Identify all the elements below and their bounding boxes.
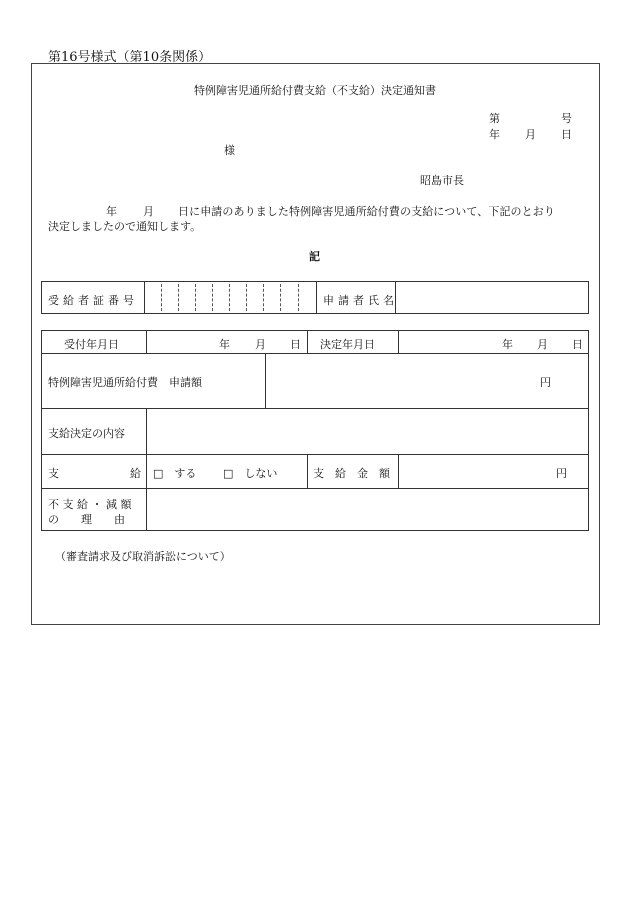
received-year: 年	[219, 338, 230, 351]
divider	[144, 281, 145, 314]
divider	[307, 330, 308, 353]
digit-divider	[178, 284, 179, 311]
digit-divider	[212, 284, 213, 311]
divider	[146, 408, 147, 454]
option-no-checkbox[interactable]: □ しない	[223, 467, 278, 480]
issuer-name: 昭島市長	[420, 174, 464, 187]
number-label-dai: 第	[489, 112, 500, 125]
payment-label-2: 給	[130, 467, 141, 480]
digit-divider	[280, 284, 281, 311]
decision-month: 月	[537, 338, 548, 351]
decision-content-label: 支給決定の内容	[48, 427, 125, 440]
body-year: 年	[106, 205, 117, 218]
addressee-suffix: 様	[224, 144, 235, 157]
divider	[398, 330, 399, 353]
reason-label-line1: 不 支 給 ・ 減 額	[48, 498, 132, 511]
applied-amount-label: 特例障害児通所給付費 申請額	[48, 376, 202, 389]
row-divider	[41, 454, 589, 455]
divider	[398, 454, 399, 488]
digit-divider	[263, 284, 264, 311]
date-day-label: 日	[561, 128, 572, 141]
digit-divider	[246, 284, 247, 311]
ki-heading: 記	[309, 250, 320, 263]
recipient-number-label: 受給者証番号	[48, 294, 138, 307]
payment-amount-label: 支 給 金 額	[313, 467, 390, 480]
body-month: 月	[143, 205, 154, 218]
divider	[146, 488, 147, 531]
divider	[316, 281, 317, 314]
digit-divider	[195, 284, 196, 311]
digit-divider	[298, 284, 299, 311]
divider	[307, 454, 308, 488]
received-date-label: 受付年月日	[64, 338, 119, 351]
divider	[265, 353, 266, 408]
decision-date-label: 決定年月日	[320, 338, 375, 351]
row-divider	[41, 408, 589, 409]
received-month: 月	[255, 338, 266, 351]
form-number: 第16号様式（第10条関係）	[48, 50, 212, 65]
digit-divider	[229, 284, 230, 311]
date-month-label: 月	[525, 128, 536, 141]
payment-amount-unit: 円	[556, 467, 567, 480]
date-year-label: 年	[489, 128, 500, 141]
document-title: 特例障害児通所給付費支給（不支給）決定通知書	[194, 84, 436, 97]
body-line1: 日に申請のありました特例障害児通所給付費の支給について、下記のとおり	[178, 205, 555, 218]
divider	[146, 330, 147, 353]
received-day: 日	[290, 338, 301, 351]
row-divider	[41, 488, 589, 489]
body-line2: 決定しましたので通知します。	[48, 220, 202, 233]
digit-divider	[161, 284, 162, 311]
number-label-go: 号	[561, 112, 572, 125]
row-divider	[41, 353, 589, 354]
divider	[146, 454, 147, 488]
decision-year: 年	[502, 338, 513, 351]
option-yes-checkbox[interactable]: □ する	[153, 467, 197, 480]
decision-day: 日	[572, 338, 583, 351]
reason-label-line2: の 理 由	[48, 513, 125, 526]
payment-label-1: 支	[48, 467, 59, 480]
applicant-name-label: 申請者氏名	[323, 294, 398, 307]
appeal-note: （審査請求及び取消訴訟について）	[55, 550, 231, 563]
applied-amount-unit: 円	[540, 376, 551, 389]
